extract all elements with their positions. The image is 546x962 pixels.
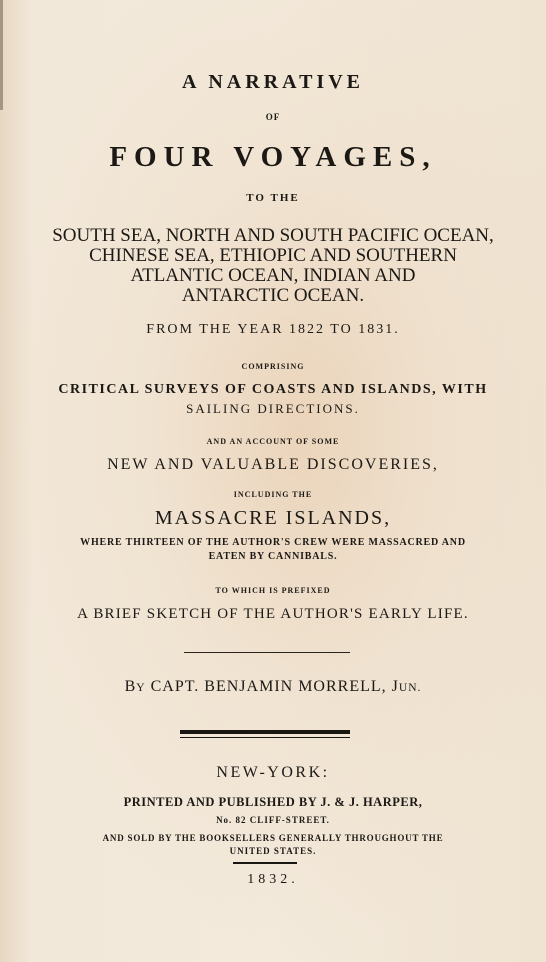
imprint-sold-line-1: AND SOLD BY THE BOOKSELLERS GENERALLY THROUGHOUT THE bbox=[102, 833, 444, 843]
author-line bbox=[0, 678, 546, 696]
years-line: FROM THE YEAR 1822 TO 1831. bbox=[146, 322, 400, 337]
prefixed-line: TO WHICH IS PREFIXED bbox=[215, 586, 331, 595]
massacre-detail-line-1: WHERE THIRTEEN OF THE AUTHOR'S CREW WERE MASSACRED AND bbox=[80, 537, 466, 548]
author-jun-initial: J bbox=[391, 678, 399, 695]
imprint-street: No. 82 CLIFF-STREET. bbox=[216, 815, 330, 825]
imprint-sold-line-2: UNITED STATES. bbox=[229, 846, 317, 856]
divider-thick bbox=[180, 730, 350, 734]
comprising-line: COMPRISING bbox=[241, 362, 305, 371]
including-line: INCLUDING THE bbox=[233, 490, 313, 499]
author-by-initial: B bbox=[124, 678, 137, 695]
author-name: CAPT. BENJAMIN MORRELL, bbox=[150, 678, 392, 695]
imprint-publisher: PRINTED AND PUBLISHED BY J. & J. HARPER, bbox=[123, 795, 423, 809]
region-line-2: CHINESE SEA, ETHIOPIC AND SOUTHERN bbox=[89, 245, 457, 266]
author-jun-rest: UN. bbox=[398, 682, 422, 694]
massacre-detail-line-2: EATEN BY CANNIBALS. bbox=[208, 551, 338, 562]
massacre-islands-line: MASSACRE ISLANDS, bbox=[154, 507, 392, 529]
imprint-year: 1832. bbox=[247, 872, 299, 887]
region-line-3: ATLANTIC OCEAN, INDIAN AND bbox=[130, 265, 416, 286]
title-line-of: OF bbox=[265, 112, 281, 122]
title-line-four-voyages: FOUR VOYAGES, bbox=[109, 141, 437, 173]
account-line: AND AN ACCOUNT OF SOME bbox=[206, 437, 340, 446]
divider-short bbox=[233, 862, 297, 864]
surveys-line-1: CRITICAL SURVEYS OF COASTS AND ISLANDS, WITH bbox=[58, 382, 488, 397]
divider-thick-underline bbox=[180, 737, 350, 738]
title-line-to-the: TO THE bbox=[246, 192, 300, 204]
surveys-line-2: SAILING DIRECTIONS. bbox=[186, 401, 360, 416]
discoveries-line: NEW AND VALUABLE DISCOVERIES, bbox=[107, 456, 439, 473]
author-by-rest: Y bbox=[136, 682, 146, 694]
imprint-city: NEW-YORK: bbox=[216, 764, 330, 781]
divider-thin bbox=[184, 652, 350, 653]
sketch-line: A BRIEF SKETCH OF THE AUTHOR'S EARLY LIFE. bbox=[77, 606, 469, 622]
region-line-1: SOUTH SEA, NORTH AND SOUTH PACIFIC OCEAN, bbox=[52, 225, 494, 246]
title-line-narrative: A NARRATIVE bbox=[182, 71, 364, 93]
region-line-4: ANTARCTIC OCEAN. bbox=[181, 285, 365, 306]
